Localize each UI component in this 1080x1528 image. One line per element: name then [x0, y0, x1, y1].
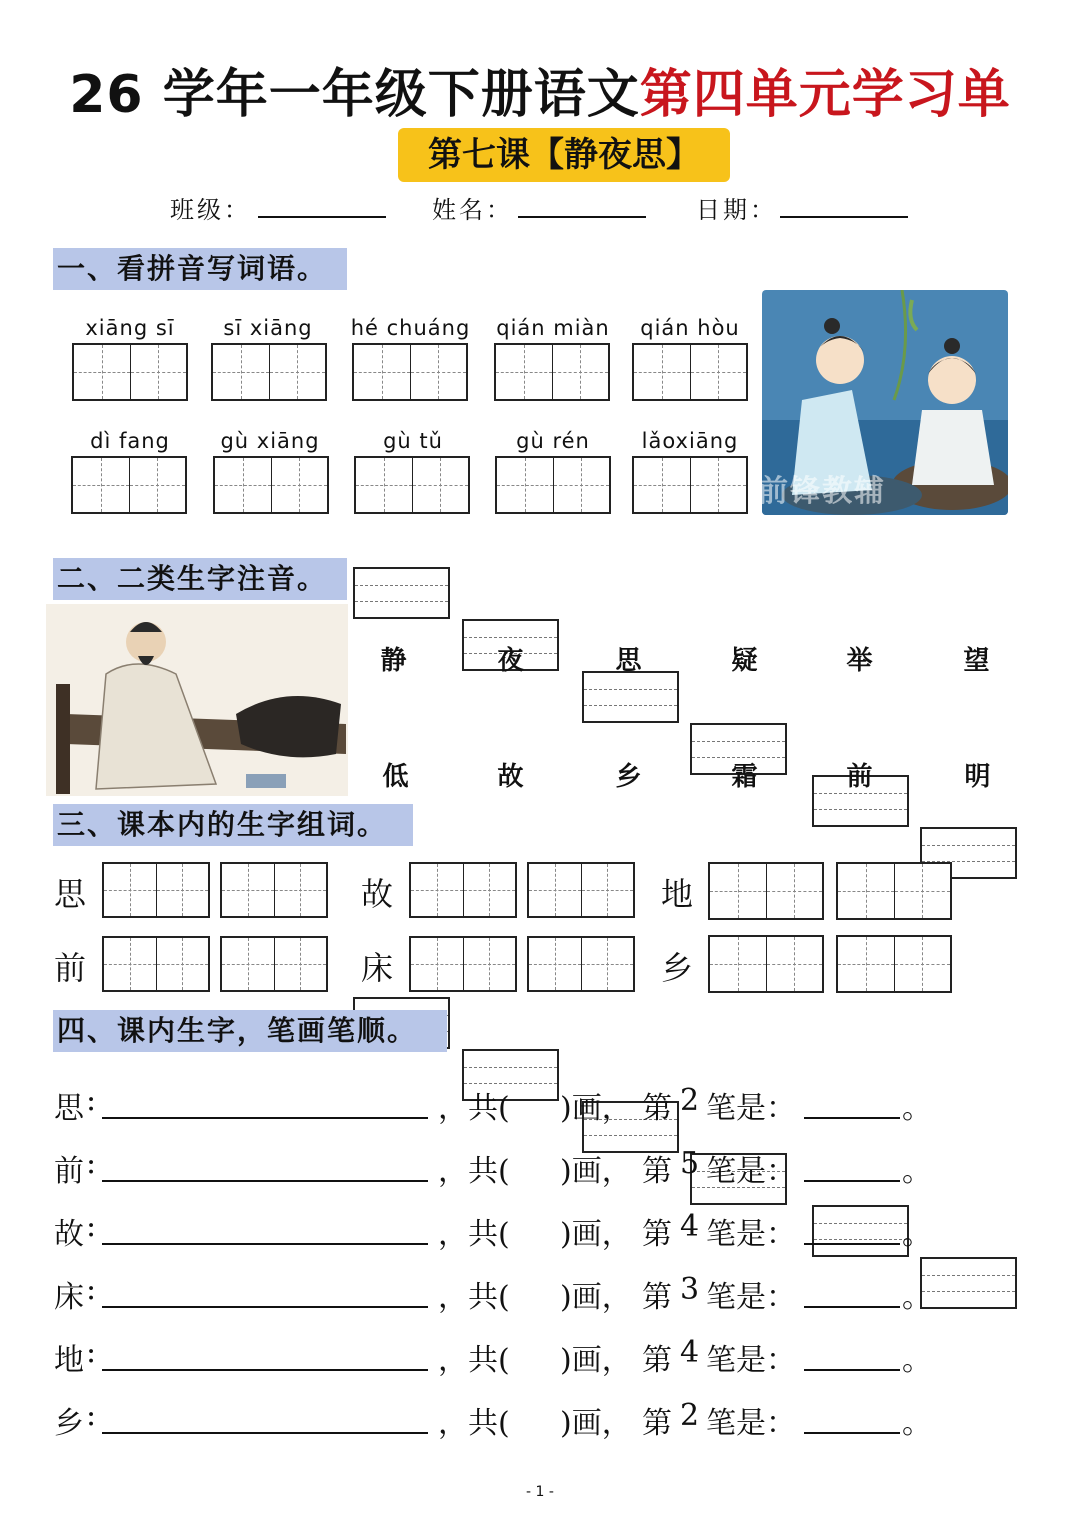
- stroke-order-blank[interactable]: [102, 1117, 428, 1119]
- nth-stroke-blank[interactable]: [804, 1243, 900, 1245]
- hanzi-prompt: 乡: [660, 949, 693, 987]
- strokes-unit-label: )画，: [560, 1154, 632, 1189]
- period: 。: [902, 1091, 932, 1126]
- title-main: 26 学年一年级下册语文: [69, 65, 640, 125]
- total-strokes-label: ，共(: [438, 1280, 510, 1315]
- hanzi: 疑: [731, 646, 758, 676]
- period: 。: [902, 1343, 932, 1378]
- stroke-char: 前: [54, 1154, 84, 1189]
- title-unit: 第四单元学习单: [639, 65, 1011, 125]
- class-label: 班级：: [170, 196, 251, 224]
- writing-box[interactable]: [632, 456, 748, 514]
- writing-box[interactable]: [213, 456, 329, 514]
- stroke-order-blank[interactable]: [102, 1243, 428, 1245]
- stroke-row: [54, 1335, 934, 1378]
- hanzi: 乡: [615, 762, 642, 792]
- stroke-char: 床: [54, 1280, 84, 1315]
- stroke-char: 思: [54, 1091, 84, 1126]
- total-strokes-label: ，共(: [438, 1154, 510, 1189]
- nth-stroke-prefix: 第: [642, 1280, 672, 1315]
- period: 。: [902, 1154, 932, 1189]
- writing-box[interactable]: [72, 343, 188, 401]
- nth-stroke-suffix: 笔是：: [706, 1154, 796, 1189]
- writing-box[interactable]: [102, 936, 210, 992]
- writing-box[interactable]: [836, 862, 952, 920]
- hanzi: 思: [615, 646, 642, 676]
- pinyin-label: gù tǔ: [383, 429, 443, 453]
- writing-box[interactable]: [220, 936, 328, 992]
- stroke-number: 5: [680, 1146, 700, 1181]
- hanzi: 静: [380, 646, 407, 676]
- page-title: [0, 52, 1080, 127]
- stroke-char: 故: [54, 1217, 84, 1252]
- strokes-unit-label: )画，: [560, 1217, 632, 1252]
- strokes-unit-label: )画，: [560, 1343, 632, 1378]
- stroke-number: 3: [680, 1272, 700, 1307]
- nth-stroke-prefix: 第: [642, 1154, 672, 1189]
- nth-stroke-prefix: 第: [642, 1217, 672, 1252]
- pinyin-box[interactable]: [920, 1257, 1017, 1309]
- stroke-row: [54, 1398, 934, 1441]
- hanzi: 低: [382, 762, 409, 792]
- colon: :: [86, 1083, 97, 1118]
- writing-box[interactable]: [211, 343, 327, 401]
- pinyin-label: hé chuáng: [350, 316, 471, 340]
- nth-stroke-blank[interactable]: [804, 1117, 900, 1119]
- pinyin-label: gù xiāng: [220, 429, 320, 453]
- pinyin-label: sī xiāng: [223, 316, 313, 340]
- section3-title: 三、课本内的生字组词。: [53, 804, 413, 846]
- hanzi-prompt: 地: [660, 875, 693, 913]
- pinyin-label: dì fang: [90, 429, 170, 453]
- stroke-order-blank[interactable]: [102, 1432, 428, 1434]
- total-strokes-label: ，共(: [438, 1406, 510, 1441]
- stroke-row: [54, 1083, 934, 1126]
- total-strokes-label: ，共(: [438, 1091, 510, 1126]
- section2-title: 二、二类生字注音。: [53, 558, 347, 600]
- hanzi: 明: [964, 762, 991, 792]
- writing-box[interactable]: [409, 936, 517, 992]
- nth-stroke-suffix: 笔是：: [706, 1280, 796, 1315]
- nth-stroke-suffix: 笔是：: [706, 1091, 796, 1126]
- lesson-banner: 第七课【静夜思】: [398, 128, 730, 182]
- stroke-row: [54, 1272, 934, 1315]
- stroke-char: 地: [54, 1343, 84, 1378]
- hanzi: 霜: [731, 762, 758, 792]
- stroke-order-blank[interactable]: [102, 1306, 428, 1308]
- class-field[interactable]: [258, 216, 386, 218]
- nth-stroke-suffix: 笔是：: [706, 1406, 796, 1441]
- colon: :: [86, 1398, 97, 1433]
- writing-box[interactable]: [495, 456, 611, 514]
- period: 。: [902, 1280, 932, 1315]
- hanzi: 故: [497, 762, 524, 792]
- hanzi-prompt: 床: [360, 949, 393, 987]
- total-strokes-label: ，共(: [438, 1217, 510, 1252]
- nth-stroke-blank[interactable]: [804, 1180, 900, 1182]
- stroke-number: 4: [680, 1209, 700, 1244]
- colon: :: [86, 1209, 97, 1244]
- hanzi: 望: [963, 646, 990, 676]
- date-field[interactable]: [780, 216, 908, 218]
- page-number: - 1 -: [526, 1484, 554, 1500]
- hanzi-prompt: 故: [360, 875, 393, 913]
- hanzi: 前: [846, 762, 873, 792]
- writing-box[interactable]: [352, 343, 468, 401]
- writing-box[interactable]: [527, 936, 635, 992]
- stroke-row: [54, 1209, 934, 1252]
- period: 。: [902, 1217, 932, 1252]
- strokes-unit-label: )画，: [560, 1091, 632, 1126]
- nth-stroke-blank[interactable]: [804, 1306, 900, 1308]
- hanzi: 举: [846, 646, 873, 676]
- colon: :: [86, 1272, 97, 1307]
- hanzi-prompt: 前: [53, 949, 86, 987]
- writing-box[interactable]: [708, 862, 824, 920]
- section1-title: 一、看拼音写词语。: [53, 248, 347, 290]
- pinyin-box[interactable]: [582, 671, 679, 723]
- strokes-unit-label: )画，: [560, 1280, 632, 1315]
- writing-box[interactable]: [354, 456, 470, 514]
- stroke-number: 2: [680, 1083, 700, 1118]
- nth-stroke-suffix: 笔是：: [706, 1343, 796, 1378]
- writing-box[interactable]: [220, 862, 328, 918]
- pinyin-label: lǎoxiāng: [641, 429, 739, 453]
- name-label: 姓名：: [432, 196, 513, 224]
- writing-box[interactable]: [632, 343, 748, 401]
- total-strokes-label: ，共(: [438, 1343, 510, 1378]
- pinyin-label: xiāng sī: [85, 316, 175, 340]
- writing-box[interactable]: [836, 935, 952, 993]
- writing-box[interactable]: [71, 456, 187, 514]
- pinyin-box[interactable]: [353, 567, 450, 619]
- writing-box[interactable]: [102, 862, 210, 918]
- nth-stroke-prefix: 第: [642, 1343, 672, 1378]
- colon: :: [86, 1146, 97, 1181]
- stroke-order-blank[interactable]: [102, 1180, 428, 1182]
- writing-box[interactable]: [409, 862, 517, 918]
- nth-stroke-prefix: 第: [642, 1091, 672, 1126]
- pinyin-label: qián hòu: [640, 316, 740, 340]
- hanzi: 夜: [497, 646, 524, 676]
- watermark: 前锋教辅: [758, 474, 886, 509]
- period: 。: [902, 1406, 932, 1441]
- stroke-char: 乡: [54, 1406, 84, 1441]
- stroke-number: 4: [680, 1335, 700, 1370]
- section4-title: 四、课内生字，笔画笔顺。: [53, 1010, 447, 1052]
- poet-illustration: [46, 604, 348, 796]
- strokes-unit-label: )画，: [560, 1406, 632, 1441]
- pinyin-label: gù rén: [516, 429, 590, 453]
- name-field[interactable]: [518, 216, 646, 218]
- pinyin-label: qián miàn: [496, 316, 610, 340]
- nth-stroke-prefix: 第: [642, 1406, 672, 1441]
- writing-box[interactable]: [708, 935, 824, 993]
- writing-box[interactable]: [527, 862, 635, 918]
- date-label: 日期：: [696, 196, 777, 224]
- hanzi-prompt: 思: [53, 875, 86, 913]
- nth-stroke-blank[interactable]: [804, 1432, 900, 1434]
- stroke-number: 2: [680, 1398, 700, 1433]
- nth-stroke-blank[interactable]: [804, 1369, 900, 1371]
- stroke-order-blank[interactable]: [102, 1369, 428, 1371]
- colon: :: [86, 1335, 97, 1370]
- stroke-row: [54, 1146, 934, 1189]
- writing-box[interactable]: [494, 343, 610, 401]
- nth-stroke-suffix: 笔是：: [706, 1217, 796, 1252]
